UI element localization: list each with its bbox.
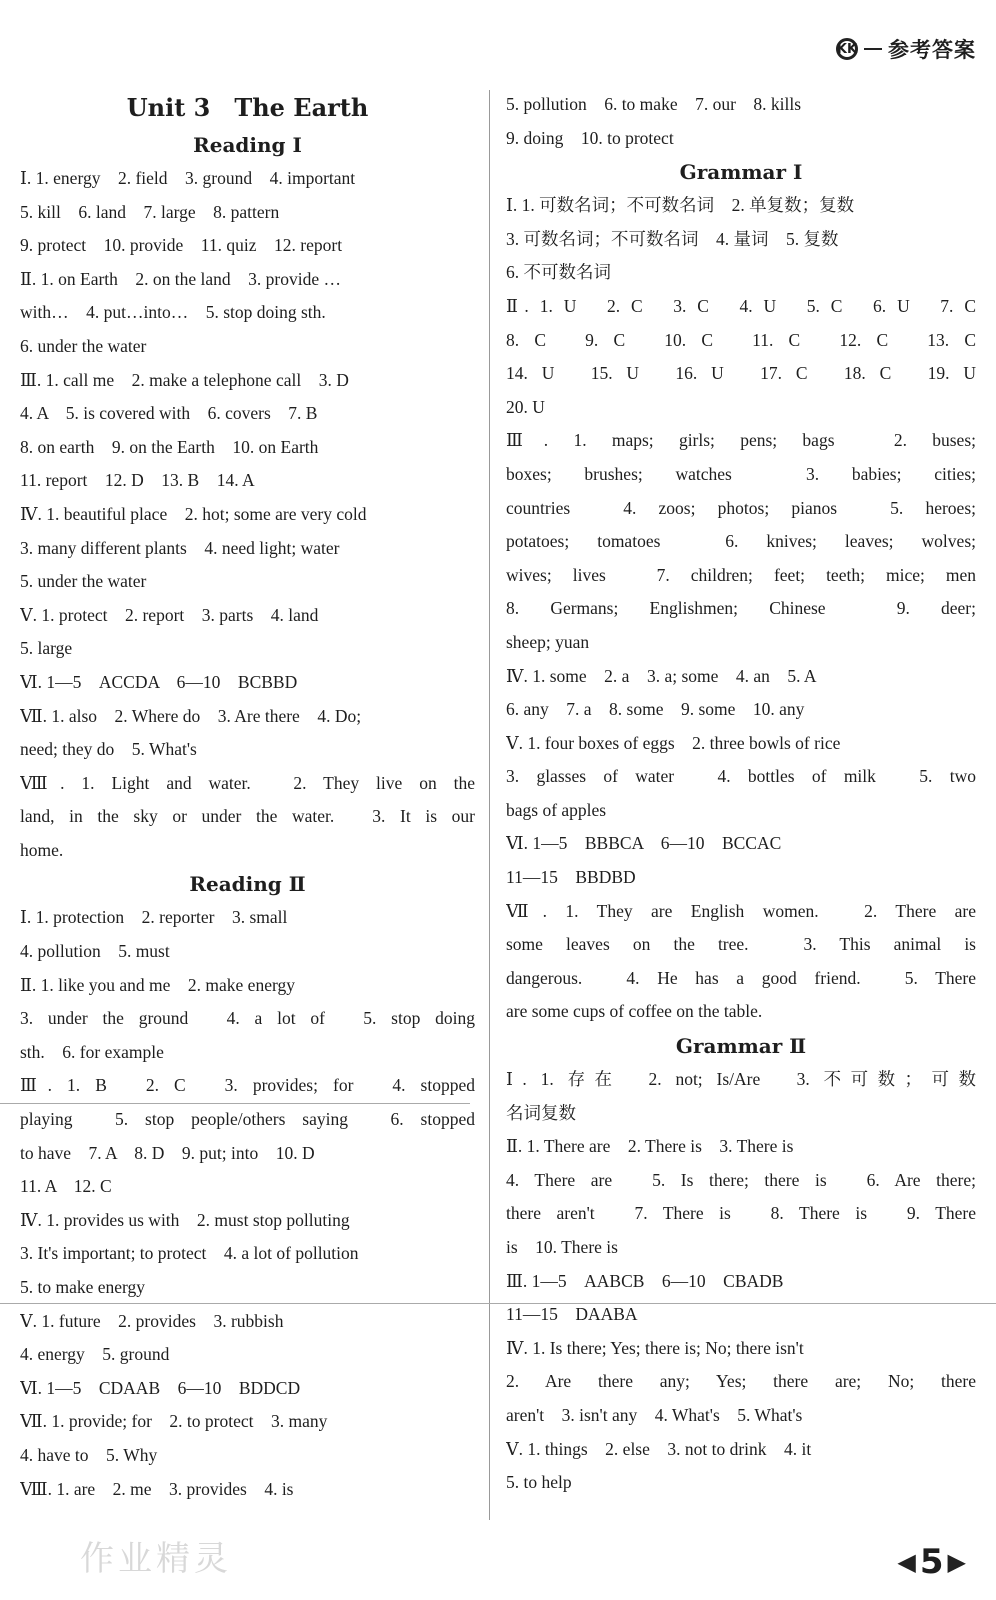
answer-line: 5. large (20, 638, 73, 659)
logo-icon: KK (836, 38, 858, 60)
answer-line: countries 4. zoos; photos; pianos 5. heroes; (506, 497, 976, 518)
answer-line: 5. under the water (20, 571, 147, 592)
answer-line: 4. A 5. is covered with 6. covers 7. B (20, 403, 318, 424)
answer-line: boxes; brushes; watches 3. babies; cities; (506, 463, 976, 484)
answer-line: playing 5. stop people/others saying 6. stopped (20, 1109, 475, 1130)
answer-line: sth. 6. for example (20, 1041, 164, 1062)
page-number-box (897, 1542, 966, 1582)
answer-line: Ⅲ. 1. B 2. C 3. provides; for 4. stopped (20, 1075, 475, 1096)
answer-line: 11—15 DAABA (506, 1304, 638, 1325)
answer-line: Ⅵ. 1—5 ACCDA 6—10 BCBBD (20, 671, 298, 692)
answer-line: 6. under the water (20, 335, 147, 356)
answer-line: 6. any 7. a 8. some 9. some 10. any (506, 699, 805, 720)
section-heading: Grammar Ⅱ (675, 1034, 807, 1059)
answer-line: Ⅲ. 1—5 AABCB 6—10 CBADB (506, 1270, 784, 1291)
answer-line: 9. protect 10. provide 11. quiz 12. report (20, 235, 343, 256)
left-column (20, 88, 475, 1506)
right-column (506, 88, 976, 1500)
triangle-right-icon: ▶ (947, 1548, 966, 1576)
answer-line: 名词复数 (506, 1102, 576, 1123)
answer-line: 8. on earth 9. on the Earth 10. on Earth (20, 436, 319, 457)
answer-line: aren't 3. isn't any 4. What's 5. What's (506, 1404, 803, 1425)
scan-line (0, 1303, 996, 1304)
header-rule (864, 48, 882, 50)
answer-line: 3. 可数名词；不可数名词 4. 量词 5. 复数 (506, 228, 839, 249)
answer-line: land, in the sky or under the water. 3. It is our (20, 806, 475, 827)
answer-line: dangerous. 4. He has a good friend. 5. There (506, 967, 976, 988)
answer-line: 8. C 9. C 10. C 11. C 12. C 13. C (506, 329, 976, 350)
answer-line: 8. Germans; Englishmen; Chinese 9. deer; (506, 598, 976, 619)
answer-line: Ⅳ. 1. beautiful place 2. hot; some are very cold (20, 503, 367, 524)
answer-line: Ⅷ. 1. are 2. me 3. provides 4. is (20, 1478, 294, 1499)
answer-line: 4. have to 5. Why (20, 1444, 158, 1465)
answer-line: Ⅴ. 1. protect 2. report 3. parts 4. land (20, 604, 319, 625)
answer-line: with… 4. put…into… 5. stop doing sth. (20, 302, 326, 323)
page-number: 5 (919, 1542, 944, 1582)
answer-line: Ⅳ. 1. provides us with 2. must stop polluting (20, 1209, 350, 1230)
answer-line: 3. glasses of water 4. bottles of milk 5. two (506, 766, 976, 787)
answer-line: bags of apples (506, 799, 607, 820)
answer-line: 2. Are there any; Yes; there are; No; there (506, 1371, 976, 1392)
answer-line: 9. doing 10. to protect (506, 127, 674, 148)
answer-line: wives; lives 7. children; feet; teeth; mice; men (506, 564, 976, 585)
answer-line: Ⅶ. 1. provide; for 2. to protect 3. many (20, 1411, 328, 1432)
answer-line: sheep; yuan (506, 631, 590, 652)
answer-line: 3. It's important; to protect 4. a lot of pollution (20, 1243, 359, 1264)
unit-title: Unit 3 The Earth (126, 93, 369, 122)
answer-line: Ⅰ. 1. protection 2. reporter 3. small (20, 907, 288, 928)
watermark: 作业精灵 (80, 1539, 232, 1579)
answer-line: Ⅰ. 1. 可数名词；不可数名词 2. 单复数；复数 (506, 195, 855, 216)
answer-line: 11. report 12. D 13. B 14. A (20, 470, 255, 491)
answer-line: 6. 不可数名词 (506, 262, 611, 283)
answer-line: 5. to make energy (20, 1277, 146, 1297)
page-header (836, 34, 976, 64)
answer-line: Ⅵ. 1—5 CDAAB 6—10 BDDCD (20, 1377, 301, 1398)
answer-line: Ⅵ. 1—5 BBBCA 6—10 BCCAC (506, 833, 782, 854)
answer-line: are some cups of coffee on the table. (506, 1001, 763, 1022)
answer-line: Ⅴ. 1. things 2. else 3. not to drink 4. it (506, 1438, 812, 1459)
answer-line: Ⅱ. 1. There are 2. There is 3. There is (506, 1136, 794, 1157)
answer-line: potatoes; tomatoes 6. knives; leaves; wolves; (506, 531, 976, 552)
answer-line: need; they do 5. What's (20, 739, 197, 760)
answer-line: 4. energy 5. ground (20, 1344, 170, 1365)
answer-line: Ⅴ. 1. future 2. provides 3. rubbish (20, 1310, 284, 1331)
header-title: 参考答案 (888, 38, 976, 62)
answer-line: Ⅱ. 1. on Earth 2. on the land 3. provide … (20, 268, 342, 289)
triangle-left-icon: ◀ (897, 1548, 916, 1576)
answer-line: Ⅶ. 1. also 2. Where do 3. Are there 4. Do; (20, 705, 362, 726)
answer-line: home. (20, 839, 64, 860)
answer-line: some leaves on the tree. 3. This animal is (506, 934, 976, 955)
section-heading: Reading Ⅰ (193, 133, 302, 157)
answer-line: 20. U (506, 396, 545, 417)
section-heading: Grammar Ⅰ (679, 160, 803, 185)
answer-line: Ⅰ. 1. 存在 2. not; Is/Are 3. 不可数；可数 (506, 1069, 976, 1090)
answer-line: 11. A 12. C (20, 1176, 112, 1197)
answer-line: 11—15 BBDBD (506, 867, 636, 888)
answer-line: 3. under the ground 4. a lot of 5. stop doing (20, 1008, 475, 1029)
answer-line: Ⅳ. 1. Is there; Yes; there is; No; there isn't (506, 1337, 804, 1358)
answer-line: is 10. There is (506, 1237, 618, 1257)
column-divider (489, 90, 490, 1520)
answer-line: Ⅴ. 1. four boxes of eggs 2. three bowls of rice (506, 732, 841, 753)
answer-line: Ⅱ. 1. like you and me 2. make energy (20, 974, 295, 995)
answer-line: Ⅳ. 1. some 2. a 3. a; some 4. an 5. A (506, 665, 817, 686)
answer-line: 5. kill 6. land 7. large 8. pattern (20, 201, 280, 222)
answer-line: 5. to help (506, 1472, 572, 1493)
answer-line: 5. pollution 6. to make 7. our 8. kills (506, 94, 802, 114)
answer-line: Ⅰ. 1. energy 2. field 3. ground 4. important (20, 168, 356, 188)
section-heading: Reading Ⅱ (189, 872, 306, 897)
answer-line: Ⅲ. 1. maps; girls; pens; bags 2. buses; (506, 430, 976, 451)
answer-line: 4. pollution 5. must (20, 941, 170, 962)
answer-line: Ⅲ. 1. call me 2. make a telephone call 3. D (20, 369, 349, 390)
answer-line: Ⅱ. 1. U 2. C 3. C 4. U 5. C 6. U 7. C (506, 295, 976, 316)
answer-line: Ⅶ. 1. They are English women. 2. There are (506, 900, 976, 921)
answer-line: to have 7. A 8. D 9. put; into 10. D (20, 1142, 315, 1163)
answer-line: 4. There are 5. Is there; there is 6. Are there; (506, 1169, 976, 1190)
answer-line: Ⅷ. 1. Light and water. 2. They live on the (20, 772, 475, 793)
scan-line (0, 1103, 470, 1104)
answer-line: 3. many different plants 4. need light; water (20, 537, 340, 558)
answer-line: 14. U 15. U 16. U 17. C 18. C 19. U (506, 363, 976, 384)
answer-line: there aren't 7. There is 8. There is 9. There (506, 1203, 976, 1224)
